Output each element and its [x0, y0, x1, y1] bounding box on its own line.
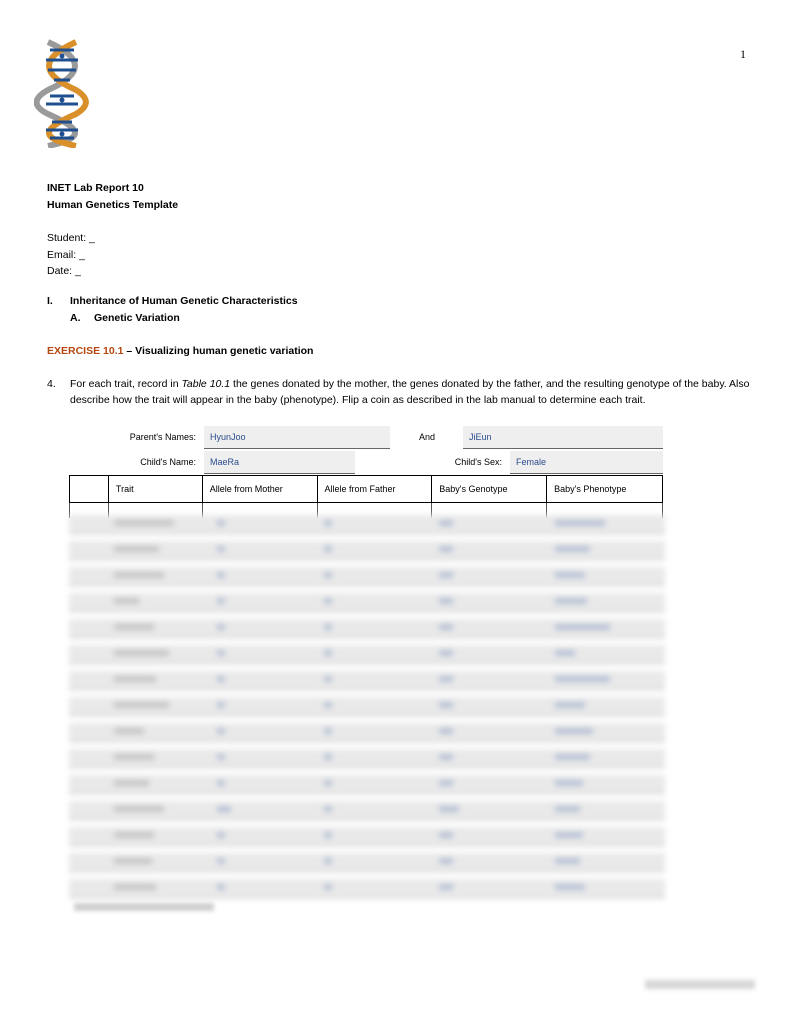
student-label: Student:	[47, 232, 87, 244]
table-row	[69, 567, 665, 586]
table-row	[69, 853, 665, 872]
column-header-phenotype: Baby's Phenotype	[547, 476, 663, 503]
blurred-footnote	[74, 903, 214, 911]
exercise-heading	[47, 345, 313, 357]
student-row	[47, 230, 95, 247]
table-header-row	[70, 476, 663, 503]
blurred-table-body	[69, 515, 665, 905]
exercise-title: – Visualizing human genetic variation	[123, 345, 314, 357]
and-label: And	[418, 432, 435, 442]
child-name-label: Child's Name:	[140, 457, 196, 467]
table-row	[69, 515, 665, 534]
table-row	[69, 697, 665, 716]
parent1-field[interactable]: HyunJoo	[204, 426, 390, 449]
section-title: Inheritance of Human Genetic Characteristics	[70, 295, 298, 307]
child-name-field[interactable]: MaeRa	[204, 451, 355, 474]
blurred-footer	[645, 980, 755, 989]
column-header-father: Allele from Father	[317, 476, 432, 503]
child-sex-field[interactable]: Female	[510, 451, 663, 474]
parents-names-label: Parent's Names:	[129, 432, 196, 442]
date-row	[47, 263, 95, 280]
table-row	[69, 541, 665, 560]
section-heading	[47, 295, 298, 307]
subsection-title: Genetic Variation	[94, 312, 180, 324]
instruction-part2: the genes donated by the mother, the genes donated by the father, and the resulting genotype of the baby. Also describe how the trait will appear in the baby (phenotype). Flip a coin as described in the lab manual to determine each trait.	[70, 378, 750, 406]
column-header-number	[70, 476, 109, 503]
parent2-field[interactable]: JiEun	[463, 426, 663, 449]
page-number: 1	[740, 47, 746, 61]
table-row	[69, 801, 665, 820]
date-field[interactable]: _	[75, 265, 81, 277]
table-row	[69, 879, 665, 898]
table-reference: Table 10.1	[181, 378, 231, 390]
email-field[interactable]: _	[79, 248, 85, 261]
section-numeral: I.	[47, 295, 53, 307]
instruction-number: 4.	[47, 378, 56, 390]
exercise-code: EXERCISE 10.1	[47, 345, 124, 357]
column-header-trait: Trait	[108, 476, 202, 503]
instruction-part1: For each trait, record in	[70, 378, 182, 390]
table-row	[69, 723, 665, 742]
table-row	[69, 619, 665, 638]
dna-helix-logo	[34, 38, 90, 148]
instruction-text	[70, 376, 760, 408]
table-row	[69, 827, 665, 846]
report-title: INET Lab Report 10	[47, 182, 144, 194]
subsection-heading	[70, 312, 180, 324]
table-row	[69, 775, 665, 794]
column-header-genotype: Baby's Genotype	[432, 476, 547, 503]
table-row	[69, 749, 665, 768]
report-subtitle: Human Genetics Template	[47, 199, 179, 211]
subsection-letter: A.	[70, 312, 81, 324]
column-header-mother: Allele from Mother	[202, 476, 317, 503]
table-row	[69, 645, 665, 664]
table-row	[69, 671, 665, 690]
student-info	[47, 230, 95, 280]
date-label: Date:	[47, 265, 73, 277]
student-field[interactable]: _	[89, 232, 95, 244]
email-label: Email:	[47, 248, 77, 261]
report-header	[47, 180, 178, 214]
email-row	[47, 247, 95, 264]
table-row	[69, 593, 665, 612]
child-sex-label: Child's Sex:	[454, 457, 502, 467]
trait-table	[69, 475, 663, 518]
